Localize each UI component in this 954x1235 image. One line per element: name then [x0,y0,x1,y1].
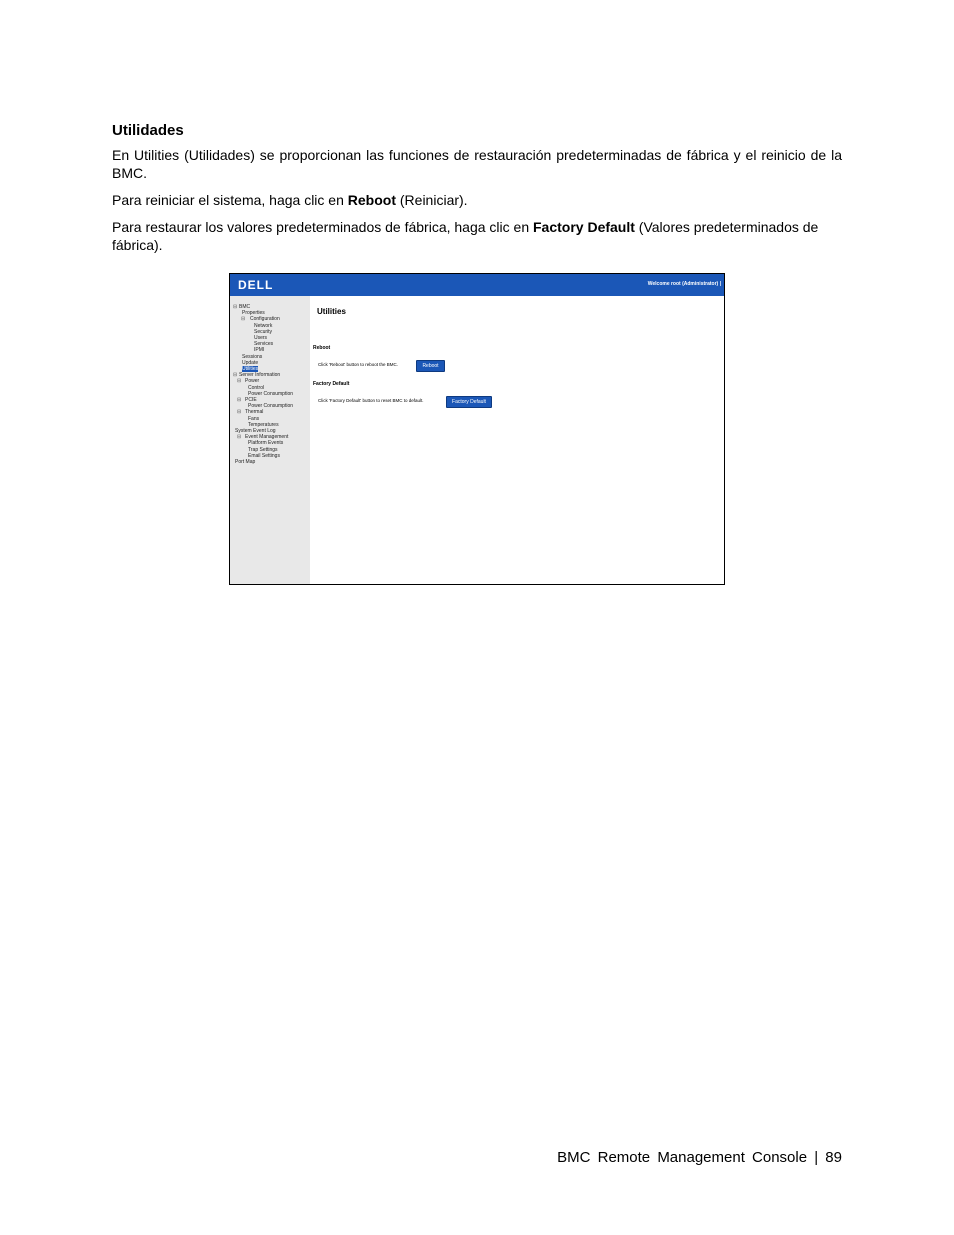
sidebar-item-temperatures[interactable]: Temperatures [248,421,279,428]
welcome-text: Welcome root (Administrator) | [647,281,721,287]
factory-paragraph [112,218,842,254]
sidebar-item-properties[interactable]: Properties [242,310,265,317]
factory-paragraph-bold: Factory Default [533,219,635,235]
sidebar-item-platform-events[interactable]: Platform Events [248,440,284,447]
main-content [310,296,724,584]
tree-toggle-icon[interactable]: ⊟ [233,304,238,310]
sidebar-item-utilities[interactable]: Utilities [242,366,259,372]
reboot-paragraph-bold: Reboot [347,192,396,208]
sidebar-item-port-map[interactable]: Port Map [235,459,256,465]
reboot-paragraph-pre: Para reiniciar el sistema, haga clic en [112,192,348,208]
sidebar-item-power-consumption[interactable]: Power Consumption [248,403,294,410]
tree-toggle-icon[interactable]: ⊟ [233,372,238,379]
tree-toggle-icon[interactable]: ⊟ [241,316,246,323]
sidebar-item-email-settings[interactable]: Email Settings [248,452,280,459]
sidebar-item-power[interactable]: Power [245,378,260,385]
reboot-paragraph-post: (Reiniciar). [396,192,468,208]
sidebar-item-server-information[interactable]: Server Information [239,372,281,379]
sidebar-item-control[interactable]: Control [248,384,265,391]
sidebar-item-bmc[interactable]: BMC [239,304,251,310]
section-heading: Utilidades [112,122,184,139]
sidebar-item-network[interactable]: Network [254,322,273,329]
reboot-button[interactable]: Reboot [416,360,445,372]
sidebar-item-power-consumption[interactable]: Power Consumption [248,390,294,397]
sidebar-item-ipmi[interactable]: IPMI [254,347,265,354]
utilities-screenshot [229,273,725,585]
dell-logo: DELL [238,278,274,292]
factory-default-button[interactable]: Factory Default [446,396,492,408]
sidebar-item-sessions[interactable]: Sessions [242,353,263,360]
factory-paragraph-post: (Valores predeterminados de fábrica). [112,219,819,253]
sidebar-item-users[interactable]: Users [254,335,268,341]
sidebar-item-security[interactable]: Security [254,328,273,335]
reboot-instructions: Click 'Reboot' button to reboot the BMC. [318,362,399,367]
reboot-section-title: Reboot [313,345,331,351]
tree-toggle-icon[interactable]: ⊟ [237,378,242,385]
sidebar-item-fans[interactable]: Fans [248,415,260,422]
sidebar-item-trap-settings[interactable]: Trap Settings [248,446,278,453]
factory-default-section-title: Factory Default [313,381,350,387]
sidebar-item-services[interactable]: Services [254,341,274,348]
sidebar-item-event-management[interactable]: Event Management [245,434,289,441]
sidebar-item-thermal[interactable]: Thermal [245,409,264,416]
tree-toggle-icon[interactable]: ⊟ [237,434,242,441]
sidebar-item-configuration[interactable]: Configuration [250,316,280,323]
tree-toggle-icon[interactable]: ⊟ [237,409,242,416]
intro-paragraph: En Utilities (Utilidades) se proporcionan las funciones de restauración predeterminadas de fábrica y el reinicio de la BMC. [112,147,842,181]
factory-paragraph-pre: Para restaurar los valores predeterminados de fábrica, haga clic en [112,219,533,235]
page-footer: BMC Remote Management Console | 89 [557,1149,842,1166]
navigation-sidebar [230,296,310,584]
page-title: Utilities [317,307,346,316]
sidebar-item-update[interactable]: Update [242,359,259,366]
sidebar-item-pcie[interactable]: PCIE [245,397,257,403]
header-bar [230,274,724,296]
reboot-paragraph [112,191,842,209]
tree-toggle-icon[interactable]: ⊟ [237,397,242,403]
sidebar-item-system-event-log[interactable]: System Event Log [235,428,276,434]
factory-default-instructions: Click 'Factory Default' button to reset BMC to default. [318,398,424,403]
